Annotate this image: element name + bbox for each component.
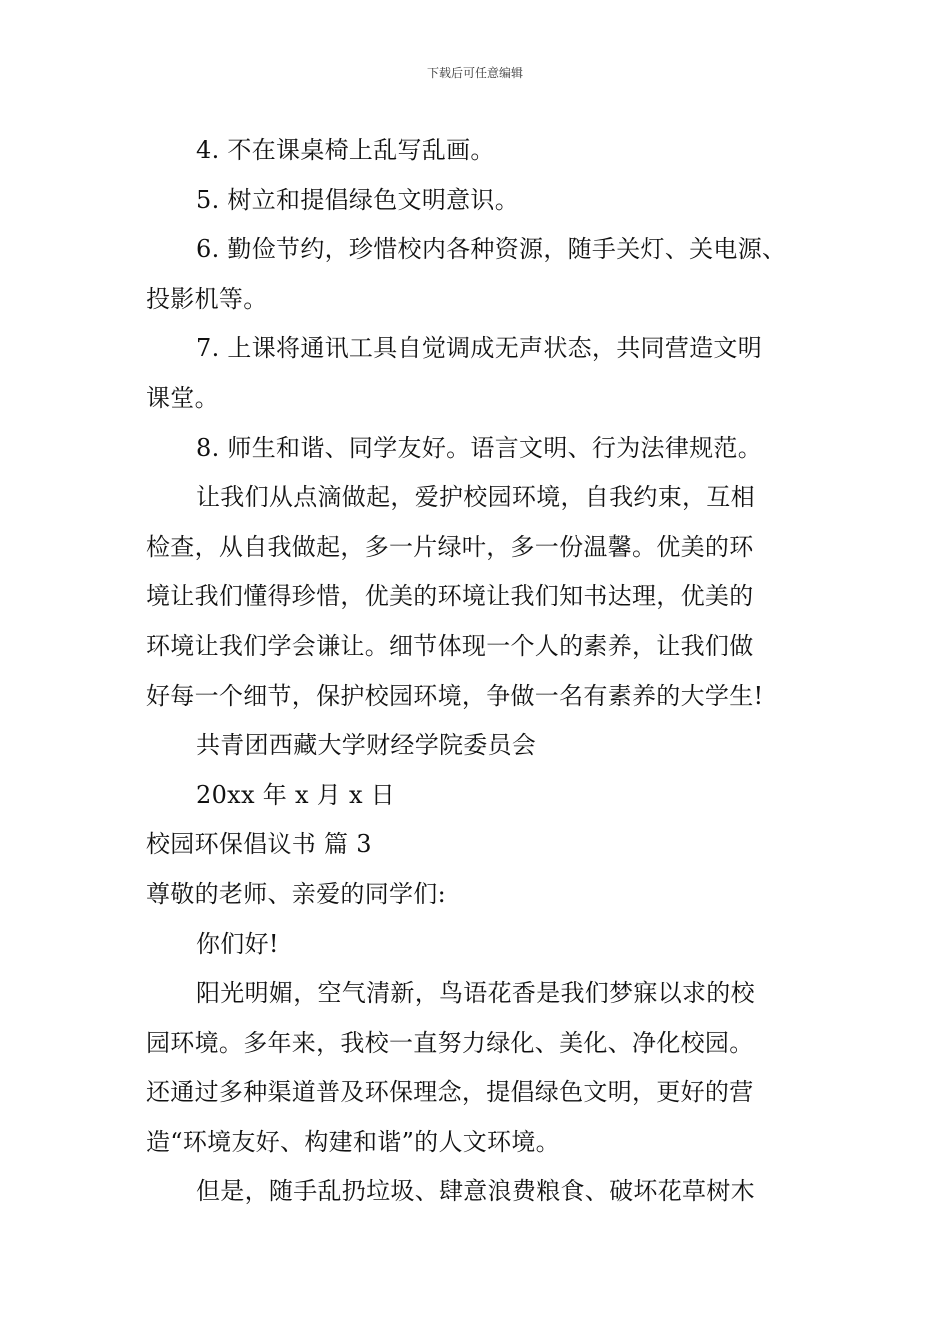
greeting: 你们好! — [196, 929, 279, 958]
paragraph-line: 让我们从点滴做起，爱护校园环境，自我约束，互相 — [196, 483, 755, 512]
paragraph-line: 境让我们懂得珍惜，优美的环境让我们知书达理，优美的 — [146, 582, 754, 611]
signature-org: 共青团西藏大学财经学院委员会 — [196, 731, 537, 760]
paragraph-line: 但是，随手乱扔垃圾、肆意浪费粮食、破坏花草树木 — [196, 1177, 755, 1206]
salutation: 尊敬的老师、亲爱的同学们: — [146, 879, 446, 908]
signature-date: 20xx 年 x 月 x 日 — [196, 780, 396, 809]
paragraph-line: 还通过多种渠道普及环保理念，提倡绿色文明，更好的营 — [146, 1078, 754, 1107]
paragraph-line: 5. 树立和提倡绿色文明意识。 — [196, 185, 520, 214]
paragraph-line: 环境让我们学会谦让。细节体现一个人的素养，让我们做 — [146, 631, 754, 660]
paragraph-line: 造“环境友好、构建和谐”的人文环境。 — [146, 1127, 560, 1156]
paragraph-line: 7. 上课将通讯工具自觉调成无声状态，共同营造文明 — [196, 334, 763, 363]
paragraph-line: 8. 师生和谐、同学友好。语言文明、行为法律规范。 — [196, 433, 763, 462]
paragraph-line: 园环境。多年来，我校一直努力绿化、美化、净化校园。 — [146, 1028, 754, 1057]
paragraph-line: 4. 不在课桌椅上乱写乱画。 — [196, 136, 495, 164]
paragraph-line: 投影机等。 — [146, 284, 268, 313]
page-header: 下载后可任意编辑 — [426, 66, 523, 80]
paragraph-line: 阳光明媚，空气清新，鸟语花香是我们梦寐以求的校 — [196, 979, 755, 1008]
section-title: 校园环保倡议书 篇 3 — [146, 830, 372, 859]
paragraph-line: 好每一个细节，保护校园环境，争做一名有素养的大学生! — [146, 681, 764, 710]
paragraph-line: 6. 勤俭节约，珍惜校内各种资源，随手关灯、关电源、 — [196, 235, 787, 264]
paragraph-line: 课堂。 — [146, 383, 219, 412]
document-body — [146, 126, 826, 1217]
paragraph-line: 检查，从自我做起，多一片绿叶，多一份温馨。优美的环 — [146, 532, 754, 561]
